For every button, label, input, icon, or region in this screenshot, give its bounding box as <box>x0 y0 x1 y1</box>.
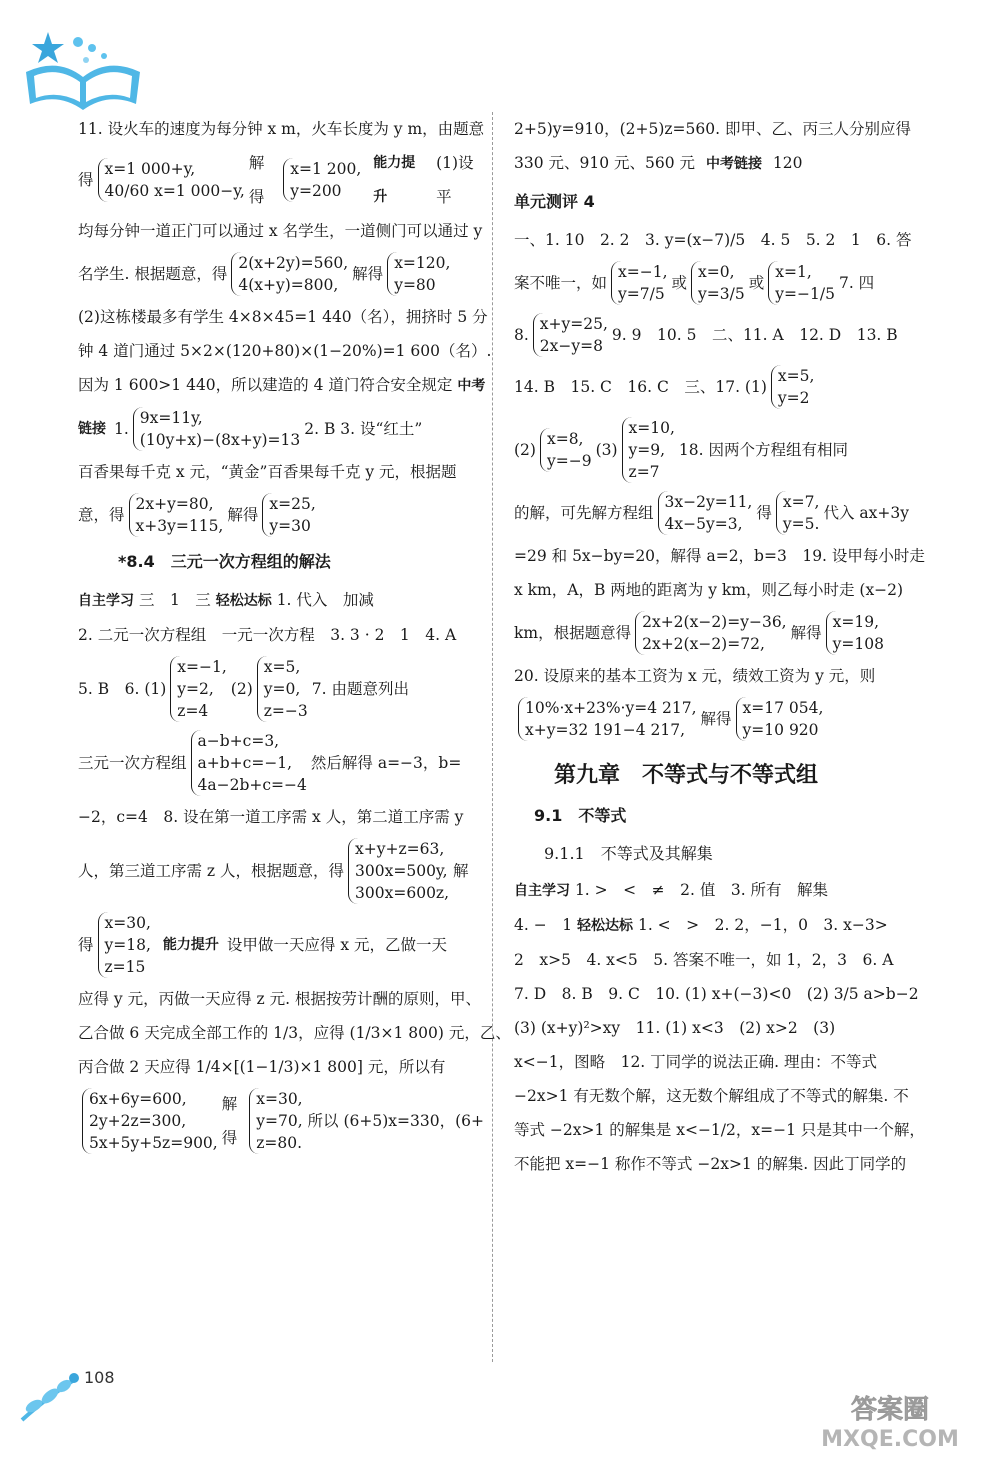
equation: x=30, <box>256 1090 303 1108</box>
page-number: 108 <box>84 1368 115 1387</box>
text-line: 一、1. 10 2. 2 3. y=(x−7)/5 4. 5 5. 2 1 6. 答 <box>514 231 912 249</box>
text-fragment: 18. 因两个方程组有相同 <box>678 441 848 459</box>
text-line <box>78 583 488 618</box>
equation-system <box>691 261 745 305</box>
equation: y=7/5 <box>618 285 665 303</box>
text-line: =29 和 5x−by=20，解得 a=2，b=3 19. 设甲每小时走 <box>514 547 925 565</box>
equation: 300x=500y, <box>355 862 448 880</box>
text-line: −2x>1 有无数个解，这无数个解组成了不等式的解集. 不 <box>514 1087 909 1105</box>
equation: y=3/5 <box>698 285 745 303</box>
text-line: 等式 −2x>1 的解集是 x<−1/2，x=−1 只是其中一个解， <box>514 1121 925 1139</box>
text-fragment: 设甲做一天应得 x 元，乙做一天 <box>226 936 448 954</box>
text-line: −2，c=4 8. 设在第一道工序需 x 人，第二道工序需 y <box>78 808 464 826</box>
chapter-heading: 第九章 不等式与不等式组 <box>554 763 819 788</box>
text-fragment: 因为 1 600>1 440，所以建造的 4 道门符合安全规定 <box>78 376 453 394</box>
equation: x=8, <box>546 430 584 448</box>
text-fragment: 14. B 15. C 16. C 三、17. (1) <box>514 378 767 396</box>
equation-system <box>98 912 151 978</box>
equation-system <box>768 261 835 305</box>
equation-line <box>514 413 914 487</box>
text-fragment: 三元一次方程组 <box>78 754 187 772</box>
equation: x=1 200, <box>290 160 362 178</box>
text-line: 应得 y 元，丙做一天应得 z 元. 根据按劳计酬的原则，甲、 <box>78 990 481 1008</box>
equation-system <box>98 158 245 202</box>
text-fragment: 7. 由题意列出 <box>311 680 409 698</box>
text-fragment: 得 <box>78 171 94 189</box>
right-column <box>514 112 925 1181</box>
equation: 2x+2(x−2)=72, <box>642 635 765 653</box>
equation-system <box>257 656 308 722</box>
equation: 4a−2b+c=−4 <box>197 776 307 794</box>
text-line: 2 x>5 4. x<5 5. 答案不唯一，如 1，2，3 6. A <box>514 951 894 969</box>
equation: x=−1, <box>177 658 227 676</box>
equation: 9x=11y, <box>139 409 203 427</box>
equation: x+y=32 191−4 217, <box>525 721 685 739</box>
equation: 2(x+2y)=560, <box>238 254 349 272</box>
equation: 10%·x+23%·y=4 217, <box>525 699 697 717</box>
equation: x=0, <box>698 263 735 281</box>
text-line: 均每分钟一道正门可以通过 x 名学生，一道侧门可以通过 y <box>78 222 483 240</box>
text-fragment: km，根据题意得 <box>514 624 632 642</box>
text-line <box>514 908 914 943</box>
equation: 6x+6y=600, <box>89 1090 187 1108</box>
text-fragment: 120 <box>772 154 803 172</box>
equation-system <box>622 417 675 483</box>
equation: x=1, <box>775 263 812 281</box>
text-fragment: (3) <box>595 441 618 459</box>
text-fragment: 三 1 三 <box>138 591 211 609</box>
equation-system <box>826 611 884 655</box>
equation: 2y+2z=300, <box>89 1112 187 1130</box>
text-fragment: 名学生. 根据题意，得 <box>78 265 228 283</box>
section-label: 能力提升 <box>373 155 416 205</box>
equation: 4(x+y)=800, <box>238 276 339 294</box>
text-line: 钟 4 道门通过 5×2×(120+80)×(1−20%)=1 600（名）. <box>78 342 492 360</box>
equation: 2x+y=80, <box>135 495 214 513</box>
text-fragment: 解得 <box>221 1095 238 1147</box>
equation: y=−9 <box>546 452 592 470</box>
equation: y=70, 所以 (6+5)x=330，(6+ <box>256 1112 484 1130</box>
text-line: 20. 设原来的基本工资为 x 元，绩效工资为 y 元，则 <box>514 667 876 685</box>
equation-system <box>736 697 824 741</box>
column-divider <box>492 112 493 1362</box>
equation-line <box>514 309 914 361</box>
text-fragment: 5. B 6. (1) <box>78 680 167 698</box>
equation-system <box>533 313 608 357</box>
equation-system <box>387 252 450 296</box>
text-fragment: 或 <box>671 274 688 292</box>
equation: x=7, <box>782 493 820 511</box>
section-label: 能力提升 <box>162 937 219 953</box>
equation: y=200 <box>290 182 342 200</box>
equation: x=30, <box>104 914 151 932</box>
equation: 3x−2y=11, <box>664 493 753 511</box>
text-line: x<−1，图略 12. 丁同学的说法正确. 理由：不等式 <box>514 1053 878 1071</box>
equation: z=−3 <box>263 702 308 720</box>
left-column <box>78 112 511 1158</box>
equation: x=−1, <box>618 263 668 281</box>
text-fragment: 1. > < ≠ 2. 值 3. 所有 解集 <box>574 881 829 899</box>
watermark-top-text: 答案圈 <box>850 1395 930 1425</box>
section-heading: 9.1 不等式 <box>534 806 627 825</box>
equation-line <box>78 489 488 541</box>
text-line: 百香果每千克 x 元，“黄金”百香果每千克 y 元，根据题 <box>78 463 457 481</box>
text-line: x km，A，B 两地的距离为 y km，则乙每小时走 (x−2) <box>514 581 904 599</box>
book-stars-logo <box>18 22 148 114</box>
text-fragment: 解得 <box>248 154 265 206</box>
text-fragment: 4. − 1 <box>514 916 573 934</box>
equation-system <box>283 158 361 202</box>
equation: a+b+c=−1, <box>197 754 293 772</box>
text-line <box>514 146 914 181</box>
text-fragment: 8. <box>514 326 529 344</box>
text-line: 2. 二元一次方程组 一元一次方程 3. 3 · 2 1 4. A <box>78 626 457 644</box>
text-fragment: 意，得 <box>78 506 125 524</box>
section-label: 自主学习 <box>78 593 134 609</box>
equation: y=−1/5 <box>775 285 835 303</box>
equation-system <box>191 730 307 796</box>
text-line: 7. D 8. B 9. C 10. (1) x+(−3)<0 (2) 3/5 a>b−2 <box>514 985 919 1003</box>
text-fragment: 330 元、910 元、560 元 <box>514 154 696 172</box>
text-line <box>514 873 914 908</box>
section-label: 自主学习 <box>514 883 570 899</box>
text-fragment: 得 <box>78 936 94 954</box>
text-fragment: 的解，可先解方程组 <box>514 504 654 522</box>
text-line: 11. 设火车的速度为每分钟 x m，火车长度为 y m，由题意 <box>78 120 485 138</box>
equation-line <box>78 146 488 214</box>
equation-system <box>348 838 449 904</box>
equation: x=1 000+y, <box>104 160 196 178</box>
text-fragment: 9. 9 10. 5 二、11. A 12. D 13. B <box>611 326 898 344</box>
equation: x+y=25, <box>539 315 608 333</box>
equation: x=10, <box>628 419 675 437</box>
text-fragment: 1. 代入 加减 <box>276 591 374 609</box>
equation: y=9, <box>628 441 666 459</box>
text-fragment: 解得 <box>227 506 259 524</box>
equation-system <box>540 428 592 472</box>
text-line: 乙合做 6 天完成全部工作的 1/3，应得 (1/3×1 800) 元，乙、 <box>78 1024 511 1042</box>
text-fragment: 解得 <box>700 710 732 728</box>
equation: z=80. <box>256 1134 303 1152</box>
text-fragment: (2) <box>230 680 253 698</box>
equation: y=0, <box>263 680 301 698</box>
unit-test-heading: 单元测评 4 <box>514 192 595 211</box>
equation: y=2, <box>177 680 214 698</box>
equation: y=18, <box>104 936 151 954</box>
equation-system <box>249 1088 484 1154</box>
equation-system <box>82 1088 218 1154</box>
equation: y=2 <box>777 389 810 407</box>
equation: x=120, <box>394 254 451 272</box>
equation: (10y+x)−(8x+y)=13 <box>139 431 301 449</box>
equation: x=5, <box>777 367 815 385</box>
equation-line <box>514 257 914 309</box>
equation-line <box>514 487 914 539</box>
watermark-bottom-text: MXQE.COM <box>821 1427 959 1452</box>
equation-system <box>262 493 315 537</box>
subsection-heading: 9.1.1 不等式及其解集 <box>544 844 713 863</box>
section-label: 链接 <box>78 421 106 437</box>
section-heading: *8.4 三元一次方程组的解法 <box>118 552 331 571</box>
equation-system <box>518 697 697 741</box>
section-label: 轻松达标 <box>577 918 634 934</box>
text-fragment: 或 <box>748 274 765 292</box>
equation-system <box>133 407 300 451</box>
equation-line <box>78 1084 488 1158</box>
equation-system <box>776 491 820 535</box>
equation-system <box>170 656 227 722</box>
equation: z=15 <box>104 958 146 976</box>
text-fragment: 1. <box>114 420 129 438</box>
text-line: (3) (x+y)²>xy 11. (1) x<3 (2) x>2 (3) <box>514 1019 836 1037</box>
text-line: (2)这栋楼最多有学生 4×8×45=1 440（名），拥挤时 5 分 <box>78 308 488 326</box>
text-line: 丙合做 2 天应得 1/4×[(1−1/3)×1 800] 元，所以有 <box>78 1058 446 1076</box>
text-line: 2+5)y=910，(2+5)z=560. 即甲、乙、丙三人分别应得 <box>514 120 911 138</box>
equation-line <box>78 834 488 908</box>
text-fragment: 代入 ax+3y <box>823 504 909 522</box>
text-fragment: 1. < > 2. 2，−1，0 3. x−3> <box>637 916 888 934</box>
equation-system <box>658 491 753 535</box>
equation: x=19, <box>832 613 880 631</box>
equation: x+y+z=63, <box>355 840 445 858</box>
text-fragment: 解 <box>453 862 469 880</box>
equation-line <box>78 248 488 300</box>
equation: y=5. <box>782 515 820 533</box>
text-line: 不能把 x=−1 称作不等式 −2x>1 的解集. 因此丁同学的 <box>514 1155 907 1173</box>
equation: x=17 054, <box>742 699 824 717</box>
text-fragment: 解得 <box>352 265 384 283</box>
text-fragment: 解得 <box>790 624 822 642</box>
text-fragment: (1)设平 <box>436 154 474 206</box>
text-fragment: 然后解得 a=−3，b= <box>310 754 462 772</box>
equation: y=30 <box>269 517 311 535</box>
equation-line <box>514 693 914 745</box>
equation: a−b+c=3, <box>197 732 280 750</box>
equation: 4x−5y=3, <box>664 515 743 533</box>
equation: 300x=600z, <box>355 884 450 902</box>
text-fragment: 人，第三道工序需 z 人，根据题意，得 <box>78 862 345 880</box>
text-fragment: 2. B 3. 设“红土” <box>304 420 423 438</box>
equation: y=10 920 <box>742 721 819 739</box>
equation: 2x−y=8 <box>539 337 603 355</box>
site-watermark-logo <box>790 1388 990 1452</box>
equation-line <box>78 908 488 982</box>
equation-line <box>514 361 914 413</box>
equation-line <box>78 403 488 455</box>
text-fragment: 7. 四 <box>838 274 875 292</box>
equation: x+3y=115, <box>135 517 224 535</box>
text-fragment: 案不唯一，如 <box>514 274 608 292</box>
section-label: 中考 <box>457 378 486 394</box>
equation-system <box>771 365 815 409</box>
equation: z=4 <box>177 702 209 720</box>
flower-branch-icon <box>14 1360 84 1430</box>
equation: x=25, <box>269 495 316 513</box>
equation: 5x+5y+5z=900, <box>89 1134 218 1152</box>
equation: 40/60 x=1 000−y, <box>104 182 245 200</box>
equation-system <box>635 611 787 655</box>
equation-system <box>129 493 224 537</box>
text-fragment: 得 <box>756 504 772 522</box>
equation: z=7 <box>628 463 660 481</box>
equation-line <box>514 607 914 659</box>
equation: x=5, <box>263 658 301 676</box>
section-label: 中考链接 <box>705 156 762 172</box>
section-label: 轻松达标 <box>215 593 272 609</box>
equation: y=108 <box>832 635 884 653</box>
equation: 2x+2(x−2)=y−36, <box>642 613 787 631</box>
text-line <box>78 368 488 403</box>
equation: y=80 <box>394 276 436 294</box>
text-fragment: (2) <box>514 441 536 459</box>
equation-line <box>78 726 488 800</box>
equation-system <box>231 252 348 296</box>
equation-line <box>78 652 488 726</box>
equation-system <box>611 261 668 305</box>
